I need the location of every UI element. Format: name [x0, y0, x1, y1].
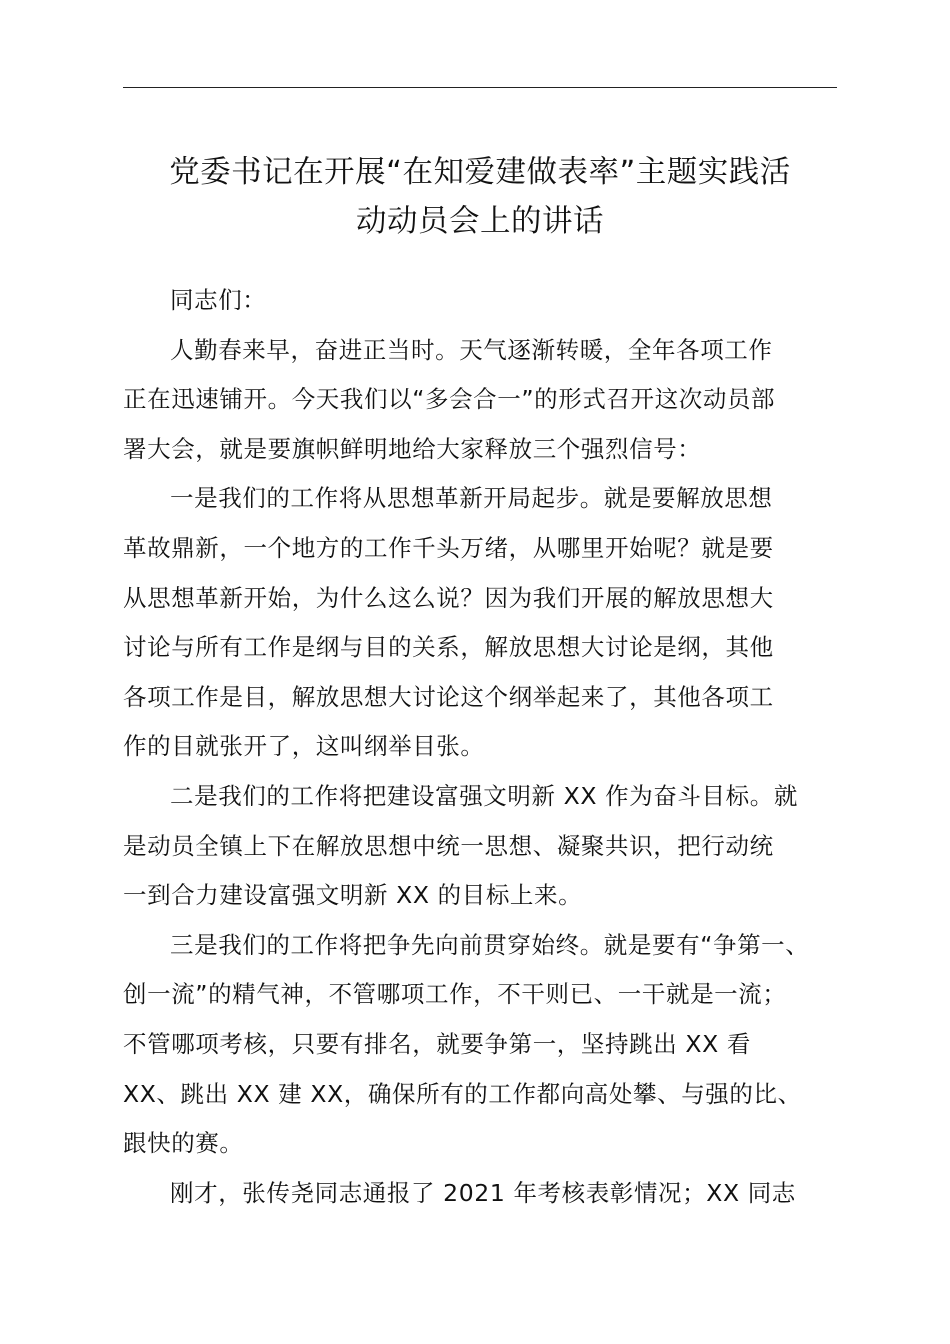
text-line: 一到合力建设富强文明新 XX 的目标上来。: [123, 881, 583, 910]
paragraph-salutation: [123, 276, 843, 326]
paragraph-report: [123, 1169, 843, 1219]
text-line: 二是我们的工作将把建设富强文明新 XX 作为奋斗目标。就: [170, 781, 798, 810]
text-line: 人勤春来早，奋进正当时。天气逐渐转暖，全年各项工作: [170, 335, 773, 364]
title-line-1: 党委书记在开展“在知爱建做表率”主题实践活: [169, 155, 791, 190]
text-line: 各项工作是目，解放思想大讨论这个纲举起来了，其他各项工: [123, 682, 774, 711]
text-line: 一是我们的工作将从思想革新开局起步。就是要解放思想: [170, 484, 773, 513]
text-line: 讨论与所有工作是纲与目的关系，解放思想大讨论是纲，其他: [123, 633, 774, 662]
document-title: [110, 148, 850, 246]
text-line: 跟快的赛。: [123, 1129, 244, 1158]
text-line: 不管哪项考核，只要有排名，就要争第一，坚持跳出 XX 看: [123, 1029, 751, 1058]
paragraph-signal-two: [123, 772, 843, 921]
text-line: 三是我们的工作将把争先向前贯穿始终。就是要有“争第一、: [170, 930, 810, 959]
text-line: 创一流”的精气神，不管哪项工作，不干则已、一干就是一流；: [123, 980, 787, 1009]
text-line: 是动员全镇上下在解放思想中统一思想、凝聚共识，把行动统: [123, 831, 774, 860]
document-body: [123, 276, 843, 1218]
text-line: XX、跳出 XX 建 XX，确保所有的工作都向高处攀、与强的比、: [123, 1079, 802, 1108]
paragraph-intro: [123, 326, 843, 475]
text-line: 从思想革新开始，为什么这么说？因为我们开展的解放思想大: [123, 583, 774, 612]
text-line: 署大会，就是要旗帜鲜明地给大家释放三个强烈信号：: [123, 434, 702, 463]
text-line: 作的目就张开了，这叫纲举目张。: [123, 732, 485, 761]
text-line: 同志们：: [170, 286, 267, 314]
text-line: 刚才，张传尧同志通报了 2021 年考核表彰情况；XX 同志: [170, 1178, 796, 1207]
title-line-2: 动动员会上的讲话: [356, 204, 604, 239]
paragraph-signal-three: [123, 921, 843, 1169]
header-rule: [123, 87, 837, 88]
text-line: 革故鼎新，一个地方的工作千头万绪，从哪里开始呢？就是要: [123, 533, 774, 562]
text-line: 正在迅速铺开。今天我们以“多会合一”的形式召开这次动员部: [123, 385, 776, 414]
paragraph-signal-one: [123, 474, 843, 772]
